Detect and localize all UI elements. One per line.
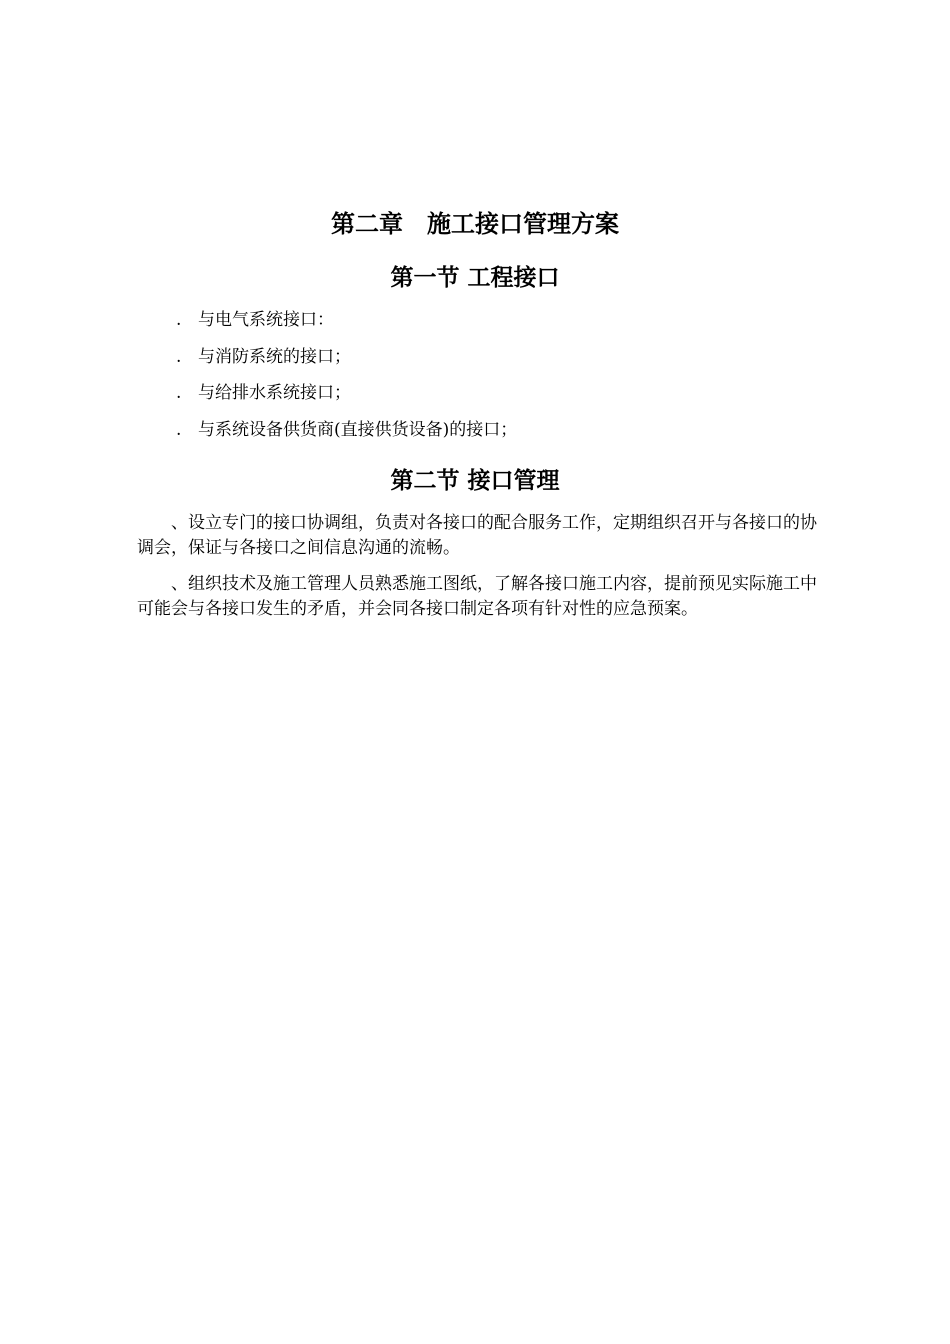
list-bullet: . [176,346,182,367]
list-item [176,417,517,454]
section-title-interface-management: 第二节 接口管理 [390,468,560,494]
section-title-engineering-interface: 第一节 工程接口 [390,265,560,291]
list-bullet: . [176,310,182,330]
list-item-text: 与给排水系统接口； [198,383,351,403]
chapter-title: 第二章 施工接口管理方案 [331,210,619,238]
list-bullet: . [176,419,182,440]
list-item [176,307,517,344]
interface-list [176,307,517,453]
paragraph-contingency-plan: 、组织技术及施工管理人员熟悉施工图纸，了解各接口施工内容，提前预见实际施工中可能会与各接口发生的矛盾，并会同各接口制定各项有针对性的应急预案。 [137,574,817,619]
list-item [176,344,517,381]
list-item-text: 与电气系统接口： [198,310,334,330]
list-item-text: 与消防系统的接口； [198,346,351,367]
paragraph-coordination-group: 、设立专门的接口协调组，负责对各接口的配合服务工作，定期组织召开与各接口的协调会，保证与各接口之间信息沟通的流畅。 [137,513,817,558]
list-item [176,380,517,417]
list-bullet: . [176,383,182,403]
list-item-text: 与系统设备供货商(直接供货设备)的接口； [198,419,518,440]
